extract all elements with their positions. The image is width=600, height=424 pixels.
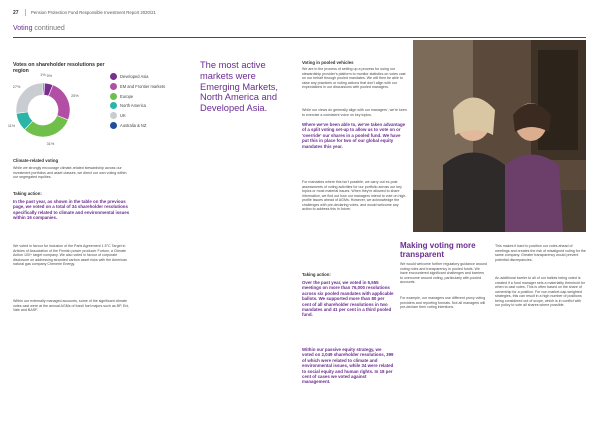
climate-body-2: We voted in favour for inclusion of the Paris Agreement 1.5°C Target in Articles of Association of the Finnish power producer Fortum, a Climate Action 100+ target company. We also voted in favour of corporate disclosure on addressing stranded carbon asset risks with the American natural gas company Chenerie Energy. xyxy=(13,244,128,266)
donut-percent-label: 27% xyxy=(12,84,21,89)
donut-percent-label: 5% xyxy=(46,73,53,78)
legend-label: Europe xyxy=(120,93,134,99)
legend-item xyxy=(110,83,165,90)
legend-label: North America xyxy=(120,103,146,109)
transparent-body: We would welcome further regulatory guidance around voting rules and transparency in pooled funds. We have encountered significant challenges and barriers to overcome around voting, particularly with pooled accounts. xyxy=(400,262,488,284)
pooled-taking-action-text: Over the past year, we voted in 5,555 meetings on more than 76,000 resolutions across six pooled mandates with applicable ballots. We supported more than 80 per cent of all shareholder resolutions in two mandates and 41 per cent in a third pooled fund. xyxy=(302,280,394,318)
legend-swatch xyxy=(110,73,117,80)
donut-percent-label: 11% xyxy=(7,123,16,128)
header-divider xyxy=(25,9,26,16)
legend-item xyxy=(110,122,165,129)
legend-label: UK xyxy=(120,113,126,119)
donut-slice xyxy=(49,85,70,120)
legend-swatch xyxy=(110,102,117,109)
photo-illustration xyxy=(413,40,586,232)
transparent-heading: Making voting more transparent xyxy=(400,241,476,260)
pooled-body-3: For mandates where this isn't possible, we carry out ex-post assessments of voting activities for our portfolio across our key topics or most material issues. When they're allowed to share information, we find out how our managers intend to vote on high-profile issues ahead of AGMs. However, we acknowledge the challenges with pre-declaring votes, and would welcome any action to address this in future. xyxy=(302,180,407,211)
pooled-highlight: Where we've been able to, we've taken advantage of a split voting set-up to allow us to vote on or 'override' our shares in a pooled fund. We have put this in place for two of our global equity mandates this year. xyxy=(302,122,406,149)
donut-percent-label: 31% xyxy=(46,142,55,147)
section-title-suffix: continued xyxy=(34,25,65,32)
photo-two-women xyxy=(413,40,586,232)
legend-item xyxy=(110,73,165,80)
climate-taking-action-label: Taking action: xyxy=(13,191,42,196)
section-title-main: Voting xyxy=(13,25,33,32)
pull-quote: The most active markets were Emerging Markets, North America and Developed Asia. xyxy=(200,60,279,114)
section-title xyxy=(13,25,65,32)
report-title: Pension Protection Fund Responsible Investment Report 2020/21 xyxy=(31,10,156,15)
climate-taking-action-text: In the past year, as shown in the table on the previous page, we voted on a total of 34 shareholder resolutions specifically related to climate and environmental issues within 16 companies. xyxy=(13,199,130,221)
legend-item xyxy=(110,112,165,119)
legend-label: Developed Asia xyxy=(120,74,149,79)
transparent-body-3: This makes it hard to position our votes ahead of meetings and creates the risk of misaligned voting for the same company. Greater transparency would prevent potential discrepancies. xyxy=(495,244,586,262)
pooled-heading: Voting in pooled vehicles xyxy=(302,60,354,65)
transparent-body-2: For example, our managers use different proxy voting providers and reporting formats. Not all managers will pre-declare their voting intentions. xyxy=(400,296,486,309)
donut-percent-label: 1% xyxy=(40,73,46,78)
legend-item xyxy=(110,93,165,100)
legend-item xyxy=(110,102,165,109)
section-rule xyxy=(13,37,586,38)
chart-title: Votes on shareholder resolutions per region xyxy=(13,62,105,75)
donut-chart xyxy=(12,82,71,138)
legend-swatch xyxy=(110,83,117,90)
legend-swatch xyxy=(110,122,117,129)
climate-body-3: Within our externally managed accounts, some of the significant climate votes cast were at the annual AGMs of fossil fuel majors such as BP, Eni, Vale and BASF. xyxy=(13,299,130,312)
pooled-body-2: While our views do generally align with our managers', we're keen to exercise a consistent voice on key topics. xyxy=(302,108,407,117)
legend-swatch xyxy=(110,112,117,119)
legend-swatch xyxy=(110,93,117,100)
pooled-body: We are in the process of setting up a process for using our stewardship provider's platform to monitor statistics on votes cast on our behalf through pooled mandates. We will then be able to raise any practices or voting actions that don't align with our expectations in our discussions with pooled managers. xyxy=(302,67,406,89)
pooled-passive-text: Within our passive equity strategy, we voted on 2,049 shareholder resolutions, 399 of which were related to climate and environmental issues, while 34 were related to social equity and human rights. In 18 per cent of cases we voted against management. xyxy=(302,347,394,385)
pooled-taking-action-label: Taking action: xyxy=(302,272,331,277)
climate-heading: Climate-related voting xyxy=(13,158,59,163)
donut-percent-label: 25% xyxy=(71,94,79,99)
climate-body: While we strongly encourage climate-related stewardship across our investment portfolios and asset classes, we direct our own voting within our segregated equities. xyxy=(13,166,127,179)
page-number: 27 xyxy=(13,10,19,16)
transparent-body-4: An additional barrier to all of our ballots being voted is created if a fund manager sets a materiality threshold for when to cast votes. This is often based on the share of ownership for a position. For non market-cap-weighted strategies, this can result in a high number of positions being considered out of scope, which is in conflict with our policy to vote all shares where possible. xyxy=(495,276,585,307)
legend-label: Australia & NZ xyxy=(120,122,147,128)
legend-label: EM and Frontier markets xyxy=(120,83,166,89)
chart-legend xyxy=(110,73,165,132)
